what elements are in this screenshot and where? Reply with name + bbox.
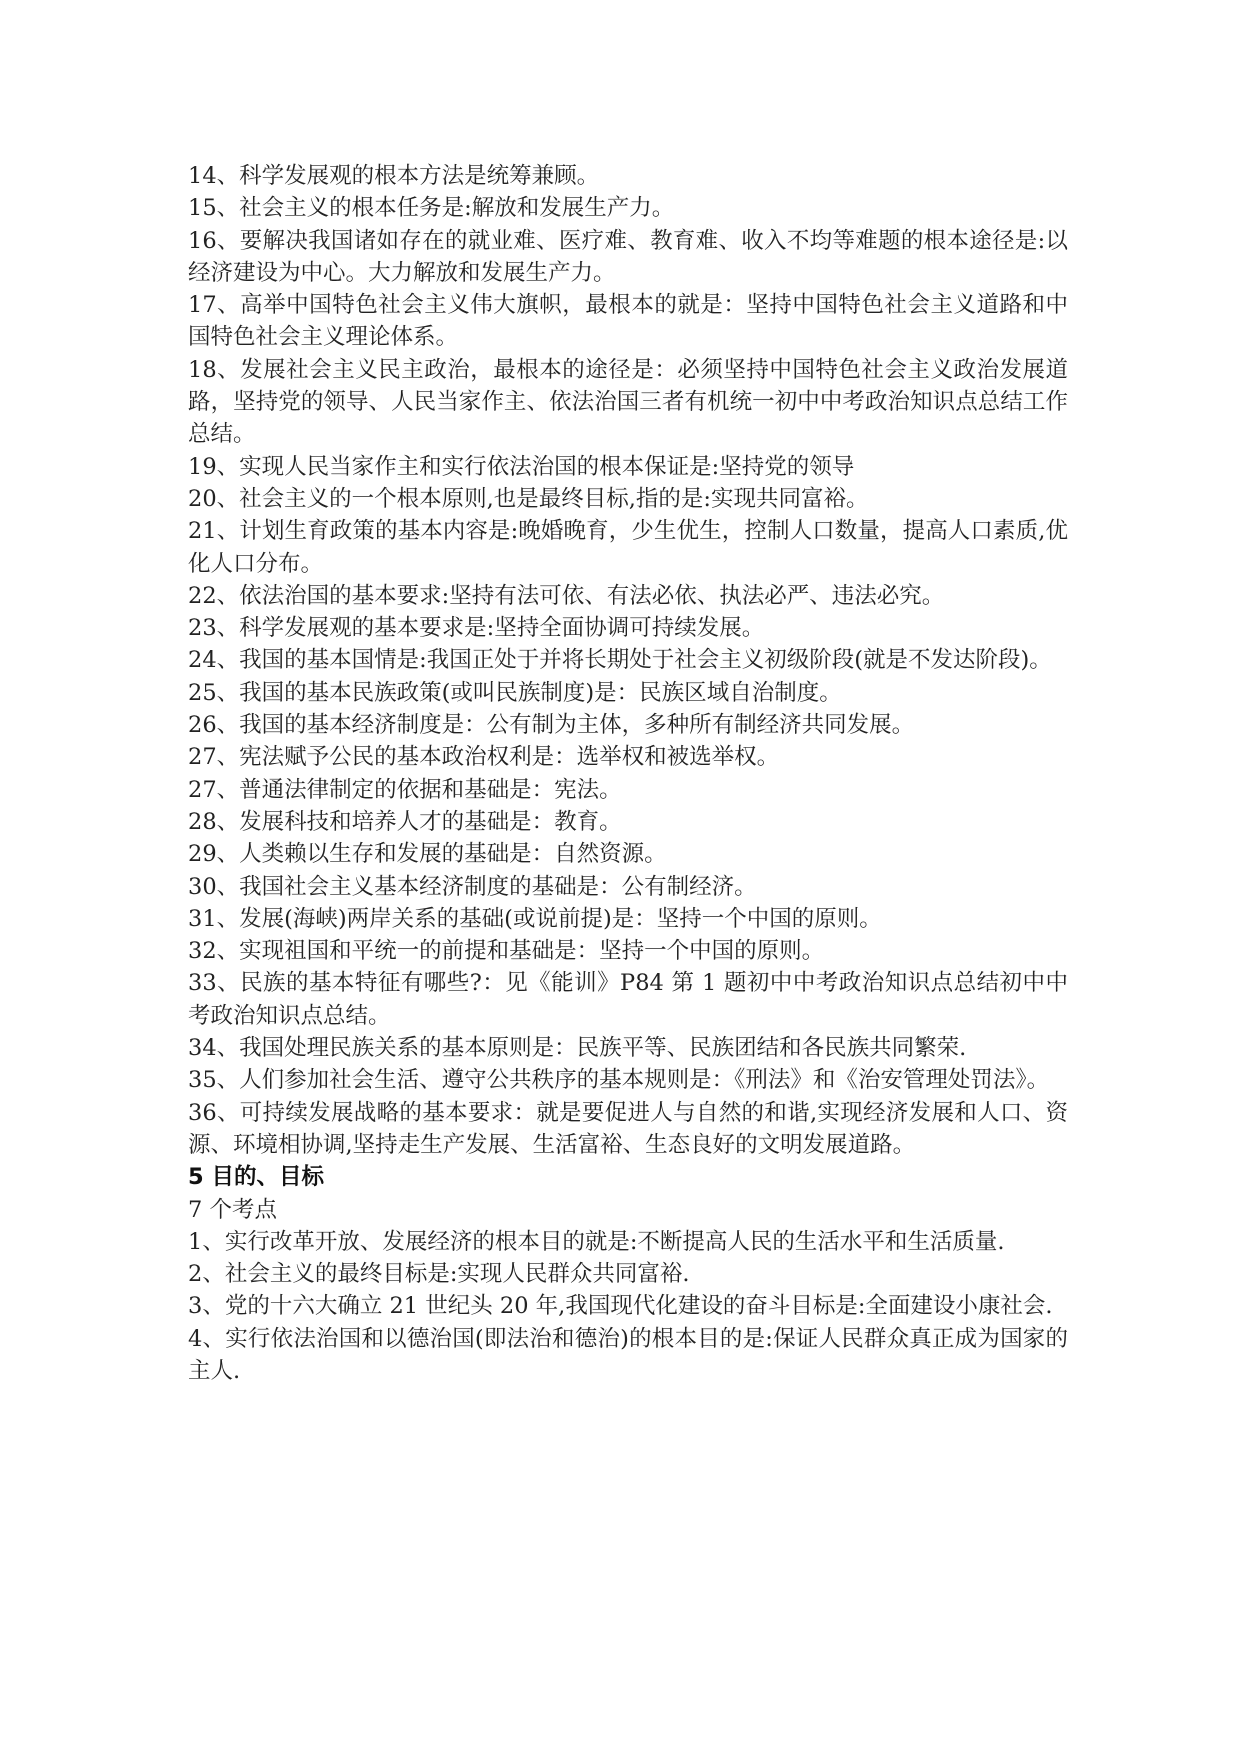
- list-item: 26、我国的基本经济制度是：公有制为主体，多种所有制经济共同发展。: [188, 712, 915, 739]
- list-item: 2、社会主义的最终目标是:实现人民群众共同富裕.: [188, 1261, 690, 1288]
- list-item: 34、我国处理民族关系的基本原则是：民族平等、民族团结和各民族共同繁荣.: [188, 1035, 967, 1062]
- section-subheading: 7 个考点: [188, 1196, 277, 1223]
- list-item: 30、我国社会主义基本经济制度的基础是：公有制经济。: [188, 873, 757, 900]
- list-item: 27、宪法赋予公民的基本政治权利是：选举权和被选举权。: [188, 744, 780, 771]
- list-item: 25、我国的基本民族政策(或叫民族制度)是：民族区域自治制度。: [188, 679, 842, 706]
- list-item: 17、高举中国特色社会主义伟大旗帜，最根本的就是：坚持中国特色社会主义道路和中国特色社会主义理论体系。: [188, 292, 1068, 351]
- list-item: 19、实现人民当家作主和实行依法治国的根本保证是:坚持党的领导: [188, 453, 855, 480]
- list-item: 16、要解决我国诸如存在的就业难、医疗难、教育难、收入不均等难题的根本途径是:以经济建设为中心。大力解放和发展生产力。: [188, 227, 1068, 286]
- list-item: 29、人类赖以生存和发展的基础是：自然资源。: [188, 841, 667, 868]
- list-item: 36、可持续发展战略的基本要求：就是要促进人与自然的和谐,实现经济发展和人口、资源、环境相协调,坚持走生产发展、生活富裕、生态良好的文明发展道路。: [188, 1099, 1068, 1158]
- list-item: 32、实现祖国和平统一的前提和基础是：坚持一个中国的原则。: [188, 938, 825, 965]
- list-item: 31、发展(海峡)两岸关系的基础(或说前提)是：坚持一个中国的原则。: [188, 905, 882, 932]
- list-item: 3、党的十六大确立 21 世纪头 20 年,我国现代化建设的奋斗目标是:全面建设小康社会.: [188, 1293, 1053, 1320]
- list-item: 20、社会主义的一个根本原则,也是最终目标,指的是:实现共同富裕。: [188, 485, 869, 512]
- list-item: 27、普通法律制定的依据和基础是：宪法。: [188, 776, 622, 803]
- list-item: 28、发展科技和培养人才的基础是：教育。: [188, 808, 622, 835]
- list-item: 15、社会主义的根本任务是:解放和发展生产力。: [188, 195, 675, 222]
- list-item: 1、实行改革开放、发展经济的根本目的就是:不断提高人民的生活水平和生活质量.: [188, 1228, 1005, 1255]
- list-item: 23、科学发展观的基本要求是:坚持全面协调可持续发展。: [188, 615, 765, 642]
- section-heading: 5 目的、目标: [188, 1164, 324, 1191]
- list-item: 21、计划生育政策的基本内容是:晚婚晚育，少生优生，控制人口数量，提高人口素质,优化人口分布。: [188, 518, 1068, 577]
- list-item: 4、实行依法治国和以德治国(即法治和德治)的根本目的是:保证人民群众真正成为国家的主人.: [188, 1325, 1068, 1384]
- list-item: 24、我国的基本国情是:我国正处于并将长期处于社会主义初级阶段(就是不发达阶段)。: [188, 647, 1052, 674]
- list-item: 14、科学发展观的根本方法是统筹兼顾。: [188, 163, 600, 189]
- list-item: 22、依法治国的基本要求:坚持有法可依、有法必依、执法必严、违法必究。: [188, 582, 945, 609]
- list-item: 18、发展社会主义民主政治，最根本的途径是：必须坚持中国特色社会主义政治发展道路，坚持党的领导、人民当家作主、依法治国三者有机统一初中中考政治知识点总结工作总结。: [188, 356, 1068, 448]
- list-item: 33、民族的基本特征有哪些?：见《能训》P84 第 1 题初中中考政治知识点总结初中中考政治知识点总结。: [188, 970, 1068, 1029]
- list-item: 35、人们参加社会生活、遵守公共秩序的基本规则是：《刑法》和《治安管理处罚法》。: [188, 1067, 1050, 1094]
- document-page: [188, 160, 1068, 1387]
